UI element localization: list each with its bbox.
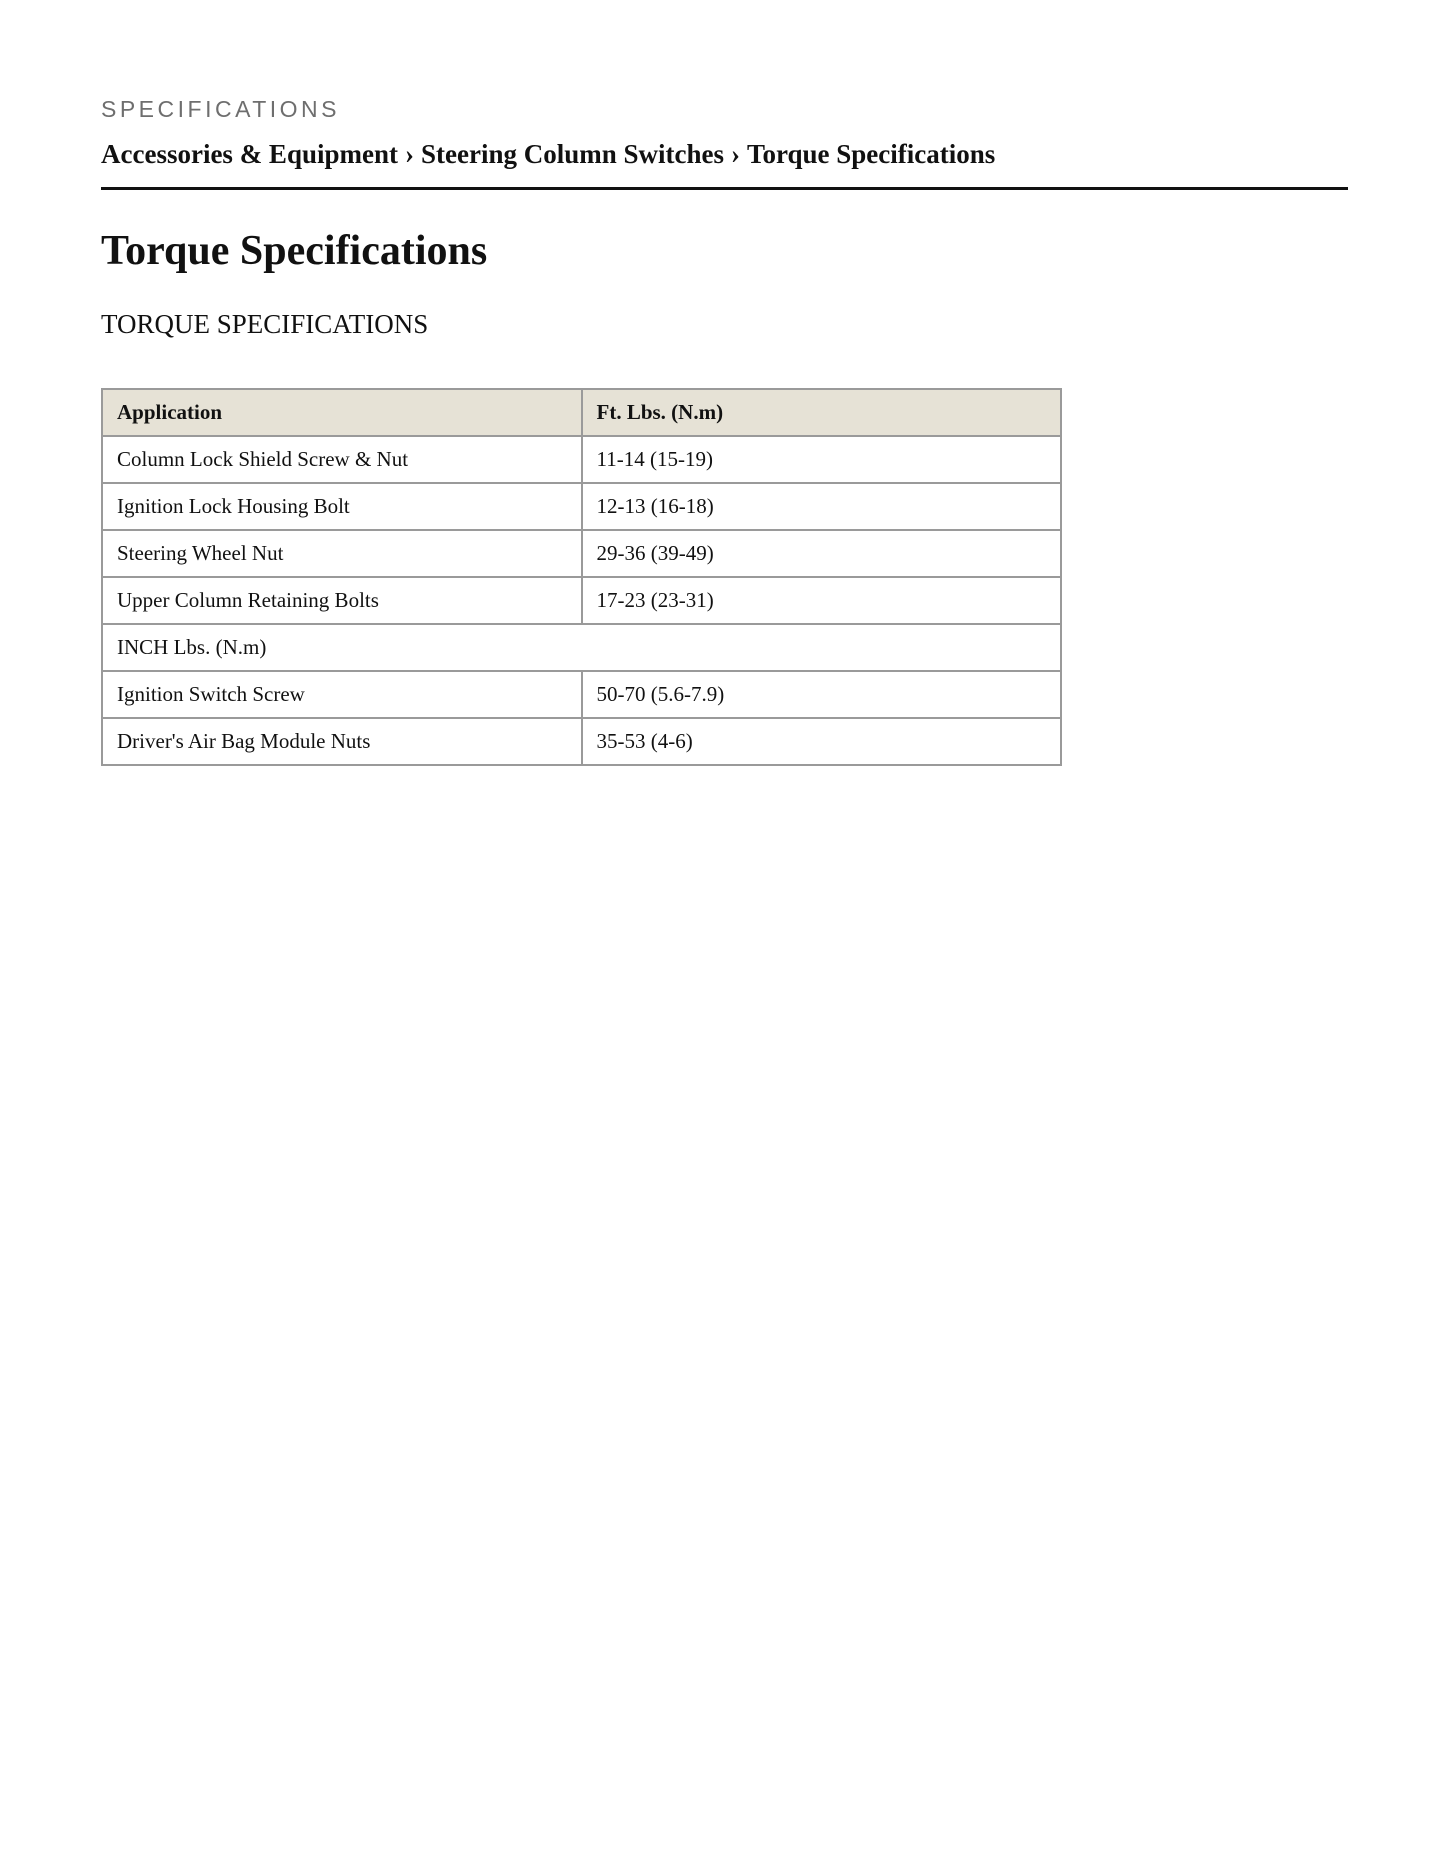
torque-value-cell: 35-53 (4-6) bbox=[582, 718, 1062, 765]
section-kicker: SPECIFICATIONS bbox=[101, 96, 340, 122]
table-row bbox=[102, 530, 1061, 577]
section-title: TORQUE SPECIFICATIONS bbox=[101, 309, 429, 339]
breadcrumb-item-steering-column-switches[interactable]: Steering Column Switches bbox=[420, 139, 724, 169]
table-row bbox=[102, 671, 1061, 718]
application-cell: Upper Column Retaining Bolts bbox=[102, 577, 582, 624]
header-divider bbox=[101, 187, 1348, 190]
column-header-application: Application bbox=[102, 389, 582, 436]
torque-value-cell: 17-23 (23-31) bbox=[582, 577, 1062, 624]
torque-specifications-table bbox=[101, 388, 1062, 766]
table-subheader-row bbox=[102, 624, 1061, 671]
application-cell: Driver's Air Bag Module Nuts bbox=[102, 718, 582, 765]
torque-value-cell: 29-36 (39-49) bbox=[582, 530, 1062, 577]
application-cell: Ignition Switch Screw bbox=[102, 671, 582, 718]
torque-value-cell: 12-13 (16-18) bbox=[582, 483, 1062, 530]
table-row bbox=[102, 577, 1061, 624]
inch-lbs-subheader: INCH Lbs. (N.m) bbox=[102, 624, 1061, 671]
column-header-ft-lbs: Ft. Lbs. (N.m) bbox=[582, 389, 1062, 436]
page-title: Torque Specifications bbox=[101, 228, 488, 274]
breadcrumb-item-torque-specifications: Torque Specifications bbox=[746, 139, 996, 169]
table-row bbox=[102, 436, 1061, 483]
table-row bbox=[102, 483, 1061, 530]
breadcrumb bbox=[101, 137, 995, 171]
table-header-row bbox=[102, 389, 1061, 436]
torque-value-cell: 50-70 (5.6-7.9) bbox=[582, 671, 1062, 718]
application-cell: Ignition Lock Housing Bolt bbox=[102, 483, 582, 530]
table-row bbox=[102, 718, 1061, 765]
application-cell: Steering Wheel Nut bbox=[102, 530, 582, 577]
application-cell: Column Lock Shield Screw & Nut bbox=[102, 436, 582, 483]
breadcrumb-separator: › bbox=[730, 139, 740, 169]
torque-value-cell: 11-14 (15-19) bbox=[582, 436, 1062, 483]
breadcrumb-separator: › bbox=[404, 139, 414, 169]
breadcrumb-item-accessories[interactable]: Accessories & Equipment bbox=[101, 139, 398, 169]
